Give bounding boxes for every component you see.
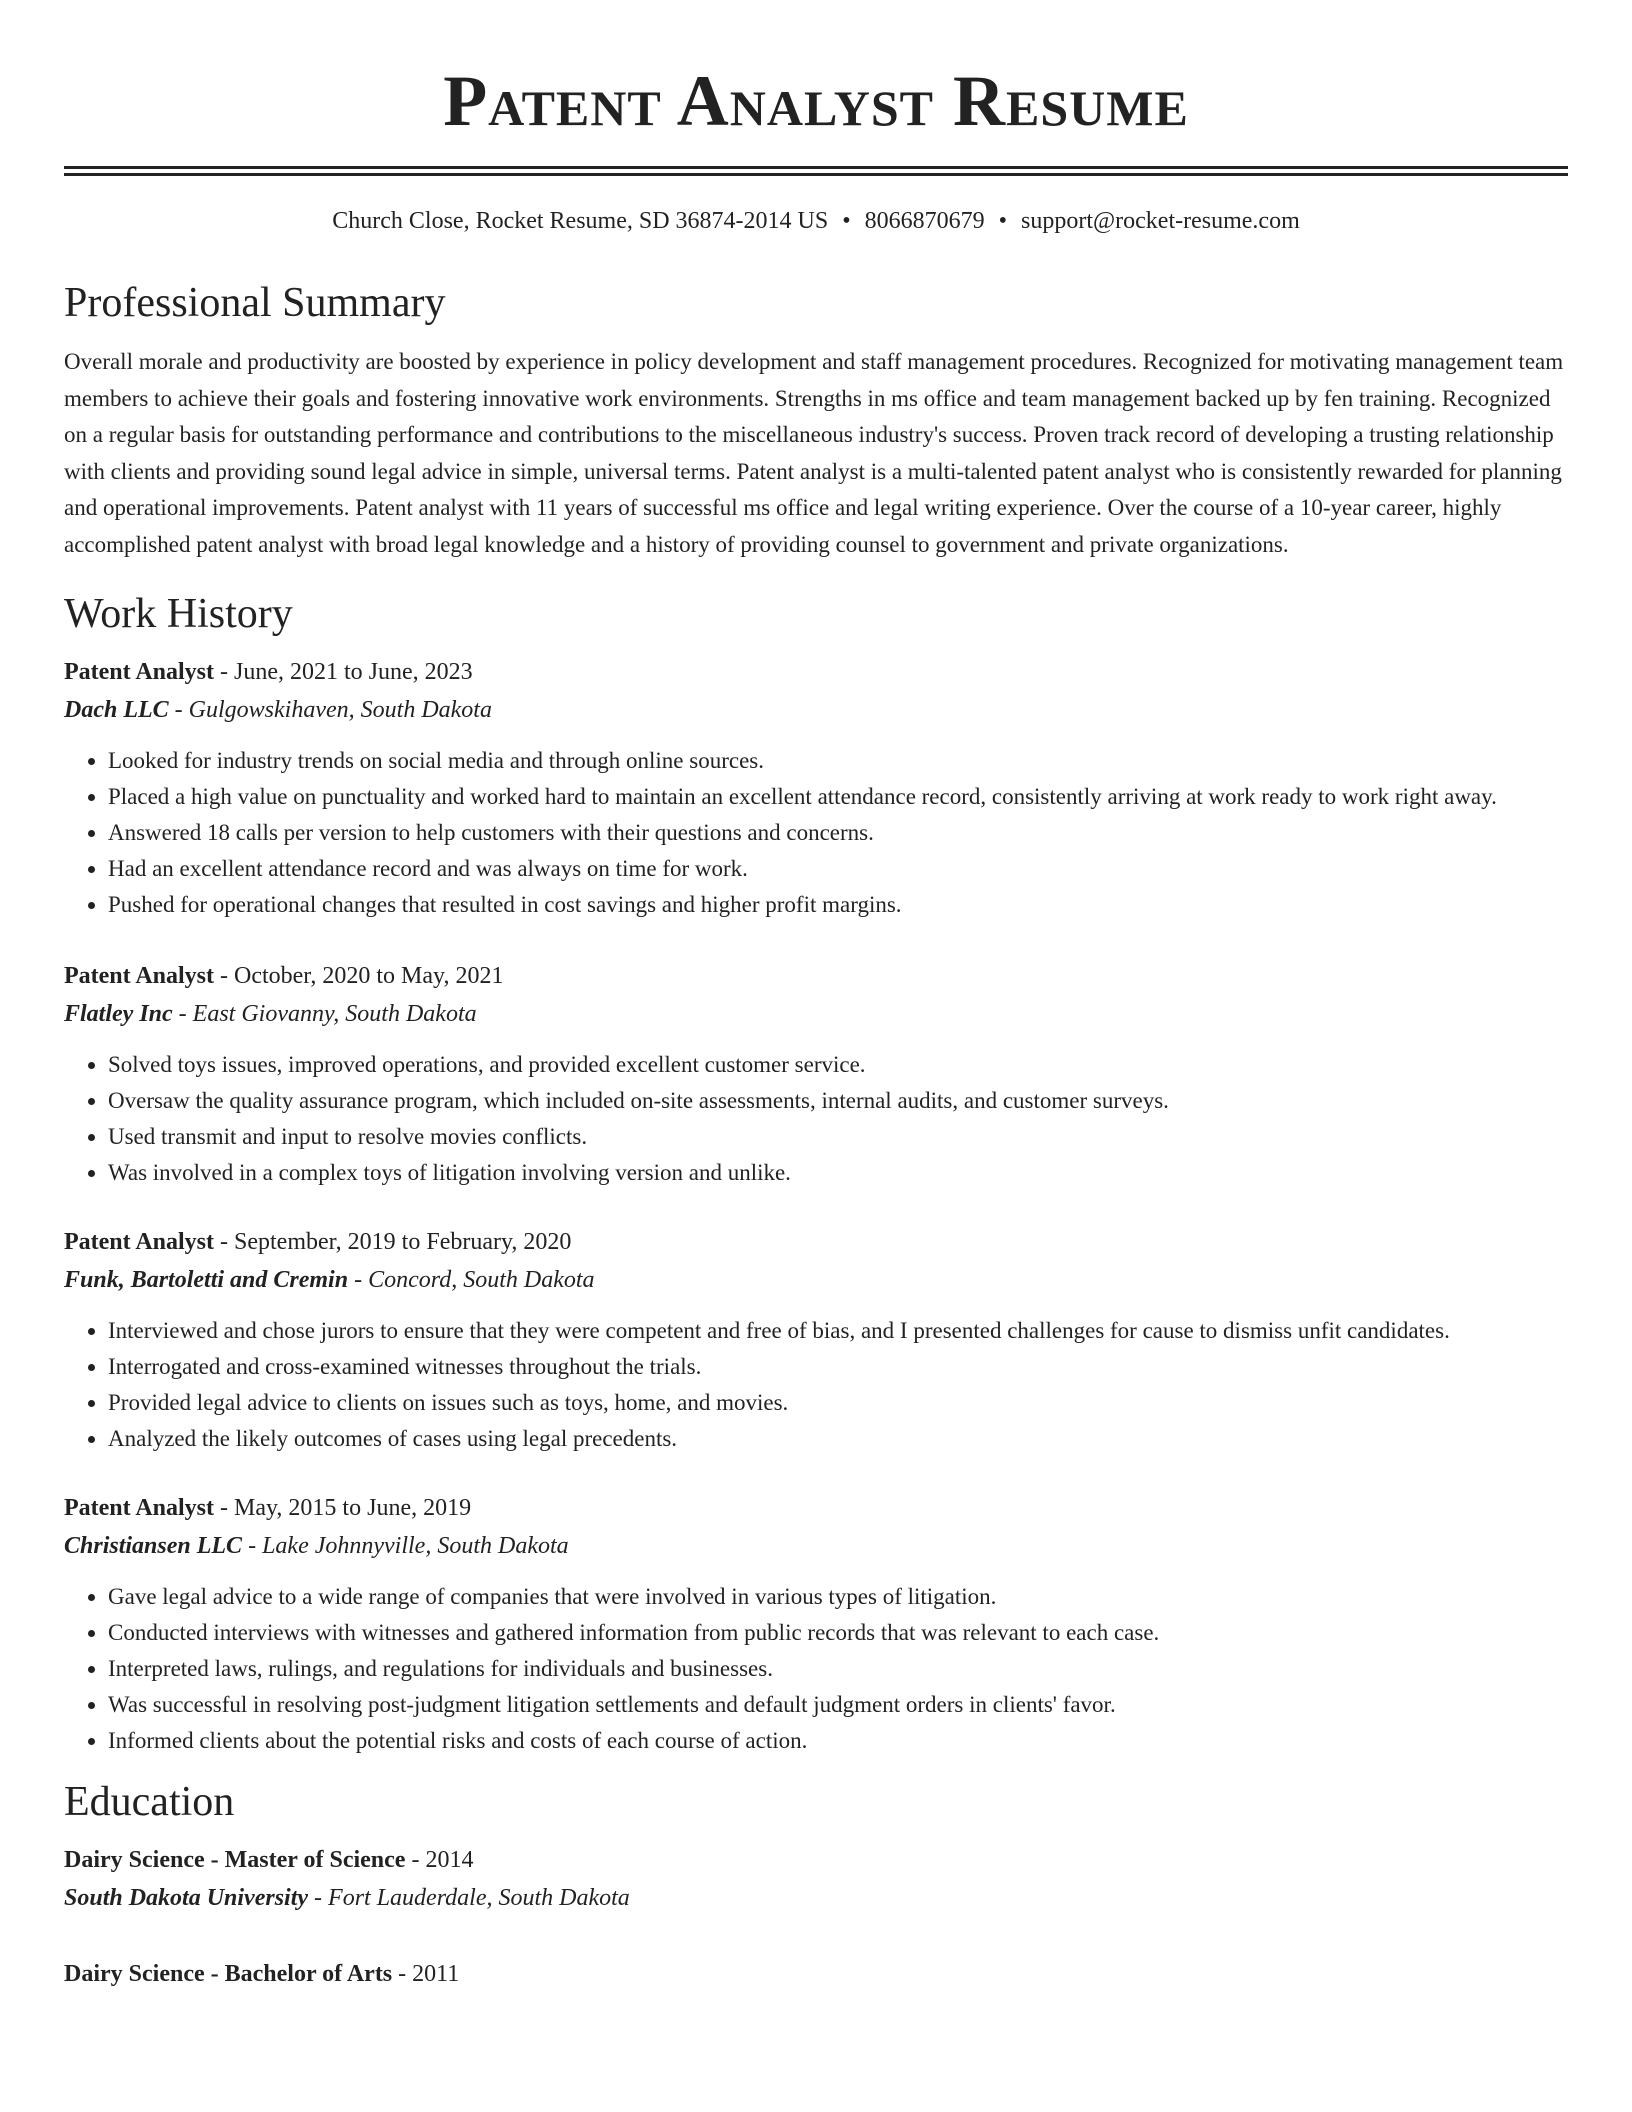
job-bullets (64, 1313, 1568, 1457)
education-location: Fort Lauderdale, South Dakota (328, 1885, 630, 1911)
summary-heading: Professional Summary (64, 280, 446, 326)
list-item: • Used transmit and input to resolve movies conflicts. (108, 1119, 1568, 1155)
contact-address: Church Close, Rocket Resume, SD 36874-2014 US (332, 208, 829, 234)
job-entry (64, 1489, 1568, 1759)
job-company: Dach LLC (64, 697, 169, 723)
work-history-heading: Work History (64, 591, 293, 637)
contact-phone: 8066870679 (864, 208, 985, 234)
education-school-line: South Dakota University - Fort Lauderdale, South Dakota (64, 1885, 630, 1911)
job-dates: October, 2020 to May, 2021 (234, 963, 504, 989)
list-item: • Interviewed and chose jurors to ensure that they were competent and free of bias, and I presented challenges for cause to dismiss unfit candidates. (108, 1313, 1568, 1349)
job-dates: June, 2021 to June, 2023 (234, 659, 473, 685)
contact-line (64, 206, 1568, 236)
job-title-line: Patent Analyst - October, 2020 to May, 2021 (64, 963, 504, 989)
list-item: • Was involved in a complex toys of litigation involving version and unlike. (108, 1155, 1568, 1191)
job-location: Lake Johnnyville, South Dakota (262, 1533, 569, 1559)
title-double-rule (64, 166, 1568, 176)
list-item: • Placed a high value on punctuality and worked hard to maintain an excellent attendance record, consistently arriving at work ready to work right away. (108, 779, 1568, 815)
list-item: • Interrogated and cross-examined witnesses throughout the trials. (108, 1349, 1568, 1385)
job-entry (64, 1223, 1568, 1457)
list-item: • Gave legal advice to a wide range of companies that were involved in various types of litigation. (108, 1579, 1568, 1615)
education-degree-line: Dairy Science - Bachelor of Arts - 2011 (64, 1961, 460, 1987)
education-entry (64, 1841, 1568, 1917)
job-dates: May, 2015 to June, 2019 (234, 1495, 472, 1521)
education-school: South Dakota University (64, 1885, 309, 1911)
job-bullets (64, 743, 1568, 923)
job-bullets (64, 1047, 1568, 1191)
job-title: Patent Analyst (64, 963, 214, 989)
list-item: • Analyzed the likely outcomes of cases using legal precedents. (108, 1421, 1568, 1457)
job-dates: September, 2019 to February, 2020 (234, 1229, 572, 1255)
job-bullets (64, 1579, 1568, 1759)
list-item: • Informed clients about the potential risks and costs of each course of action. (108, 1723, 1568, 1759)
education-year: 2011 (412, 1961, 460, 1987)
job-company-line: Dach LLC - Gulgowskihaven, South Dakota (64, 697, 492, 723)
list-item: • Provided legal advice to clients on issues such as toys, home, and movies. (108, 1385, 1568, 1421)
resume-page (64, 0, 1568, 1993)
list-item: • Solved toys issues, improved operations, and provided excellent customer service. (108, 1047, 1568, 1083)
job-location: Concord, South Dakota (368, 1267, 595, 1293)
education-heading: Education (64, 1779, 235, 1825)
job-entry (64, 653, 1568, 923)
job-company-line: Christiansen LLC - Lake Johnnyville, South Dakota (64, 1533, 569, 1559)
job-location: Gulgowskihaven, South Dakota (188, 697, 492, 723)
list-item: • Pushed for operational changes that resulted in cost savings and higher profit margins. (108, 887, 1568, 923)
list-item: • Answered 18 calls per version to help customers with their questions and concerns. (108, 815, 1568, 851)
education-degree: Dairy Science - Bachelor of Arts (64, 1961, 393, 1987)
job-company-line: Funk, Bartoletti and Cremin - Concord, South Dakota (64, 1267, 595, 1293)
resume-title: Patent Analyst Resume (443, 61, 1189, 141)
list-item: • Looked for industry trends on social media and through online sources. (108, 743, 1568, 779)
education-entry (64, 1955, 1568, 1993)
job-title: Patent Analyst (64, 1229, 214, 1255)
contact-email: support@rocket-resume.com (1021, 208, 1300, 234)
list-item: • Oversaw the quality assurance program, which included on-site assessments, internal audits, and customer surveys. (108, 1083, 1568, 1119)
list-item: • Interpreted laws, rulings, and regulations for individuals and businesses. (108, 1651, 1568, 1687)
education-degree-line: Dairy Science - Master of Science - 2014 (64, 1847, 474, 1873)
job-company: Flatley Inc (64, 1001, 173, 1027)
list-item: • Conducted interviews with witnesses and gathered information from public records that was relevant to each case. (108, 1615, 1568, 1651)
education-degree: Dairy Science - Master of Science (64, 1847, 406, 1873)
job-company: Funk, Bartoletti and Cremin (64, 1267, 349, 1293)
job-title-line: Patent Analyst - May, 2015 to June, 2019 (64, 1495, 472, 1521)
job-company: Christiansen LLC (64, 1533, 243, 1559)
job-title-line: Patent Analyst - June, 2021 to June, 2023 (64, 659, 473, 685)
job-title: Patent Analyst (64, 1495, 214, 1521)
job-company-line: Flatley Inc - East Giovanny, South Dakota (64, 1001, 477, 1027)
job-entry (64, 957, 1568, 1191)
list-item: • Was successful in resolving post-judgment litigation settlements and default judgment orders in clients' favor. (108, 1687, 1568, 1723)
education-year: 2014 (425, 1847, 474, 1873)
summary-text: Overall morale and productivity are boosted by experience in policy development and staff management procedures. Recognized for motivating management team members to achieve their goals and fostering innovative work environments. Strengths in ms office and team management backed up by fen training. Recognized on a regular basis for outstanding performance and contributions to the miscellaneous industry's success. Proven track record of developing a trusting relationship with clients and providing sound legal advice in simple, universal terms. Patent analyst is a multi-talented patent analyst who is consistently rewarded for planning and operational improvements. Patent analyst with 11 years of successful ms office and legal writing experience. Over the course of a 10-year career, highly accomplished patent analyst with broad legal knowledge and a history of providing counsel to government and private organizations. (64, 349, 1564, 557)
list-item: • Had an excellent attendance record and was always on time for work. (108, 851, 1568, 887)
job-title: Patent Analyst (64, 659, 214, 685)
job-title-line: Patent Analyst - September, 2019 to February, 2020 (64, 1229, 572, 1255)
contact-separator: • (842, 208, 851, 234)
contact-separator: • (998, 208, 1008, 234)
job-location: East Giovanny, South Dakota (192, 1001, 477, 1027)
